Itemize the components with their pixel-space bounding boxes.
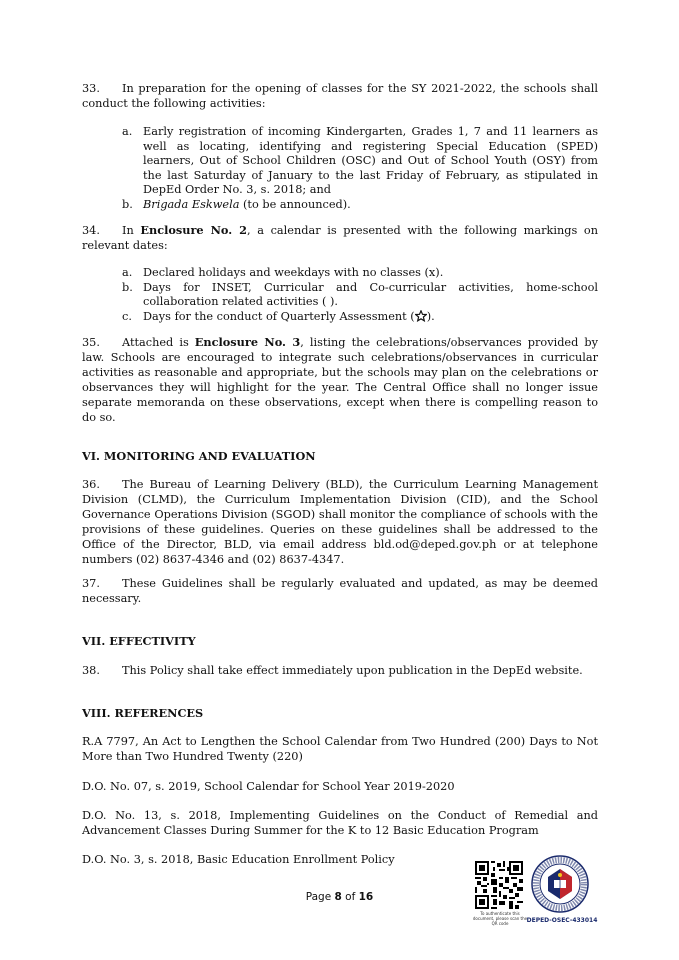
section-heading-monitoring: VI. MONITORING AND EVALUATION <box>82 449 316 463</box>
paragraph-number: 33. <box>82 82 100 95</box>
paragraph-38: 38. This Policy shall take effect immediately upon publication in the DepEd website. <box>82 664 583 677</box>
list-item: a. Early registration of incoming Kindergarten, Grades 1, 7 and 11 learners as well as locating, identifying and registering Special Education (SPED) learners, Out of School Children (OSC) and Out of School Youth (OSY) from the last Saturday of January to the last Friday of February, as stipulated in DepEd Order No. 3, s. 2018; and <box>122 125 598 196</box>
list-item: c. Days for the conduct of Quarterly Assessment ( ). <box>122 310 598 327</box>
reference-item: D.O. No. 13, s. 2018, Implementing Guidelines on the Conduct of Remedial and Advancement Classes During Summer for the K to 12 Basic Education Program <box>82 809 598 837</box>
list-item: a. Declared holidays and weekdays with no classes (x). <box>122 266 444 279</box>
reference-item: R.A 7797, An Act to Lengthen the School Calendar from Two Hundred (200) Days to Not More than Two Hundred Twenty (220) <box>82 735 598 763</box>
list-item: b. Days for INSET, Curricular and Co-curricular activities, home-school collaboration related activities ( ). <box>122 280 598 308</box>
reference-item: D.O. No. 07, s. 2019, School Calendar for School Year 2019-2020 <box>82 780 455 793</box>
markings-list <box>122 266 598 326</box>
section-heading-effectivity: VII. EFFECTIVITY <box>82 634 196 648</box>
qr-caption: To authenticate this document, please scan the QR code <box>472 911 528 926</box>
paragraph-34: 34. In Enclosure No. 2, a calendar is presented with the following markings on relevant dates: <box>82 223 598 252</box>
activities-list <box>122 125 598 212</box>
star-icon <box>415 310 427 327</box>
paragraph-35: 35. Attached is Enclosure No. 3, listing the celebrations/observances provided by law. Schools are encouraged to integrate such celebrations/observances in curricular activities as reasonable and appropriate, but the schools may plan on the celebrations or observances they will highlight for the year. The Central Office shall no longer issue separate memoranda on these observations, except when there is compelling reason to do so. <box>82 335 598 424</box>
page-number: Page 8 of 16 <box>305 891 374 903</box>
section-heading-references: VIII. REFERENCES <box>82 706 204 720</box>
seal-code: DEPED-OSEC-433014 <box>526 917 598 924</box>
paragraph-33 <box>82 81 598 111</box>
paragraph-text: In preparation for the opening of classes for the SY 2021-2022, the schools shall conduct the following activities: <box>82 82 598 110</box>
qr-code <box>475 861 523 909</box>
list-item: b. Brigada Eskwela (to be announced). <box>122 197 351 211</box>
paragraph-36: 36. The Bureau of Learning Delivery (BLD), the Curriculum Learning Management Division (CLMD), the Curriculum Implementation Division (CID), and the School Governance Operations Division (SGOD) shall monitor the compliance of schools with the provisions of these guidelines. Queries on these guidelines shall be addressed to the Office of the Director, BLD, via email address bld.od@deped.gov.ph or at telephone numbers (02) 8637-4346 and (02) 8637-4347. <box>82 478 598 566</box>
deped-seal <box>531 855 589 913</box>
paragraph-37: 37. These Guidelines shall be regularly evaluated and updated, as may be deemed necessary. <box>82 577 598 605</box>
reference-item: D.O. No. 3, s. 2018, Basic Education Enrollment Policy <box>82 853 395 866</box>
